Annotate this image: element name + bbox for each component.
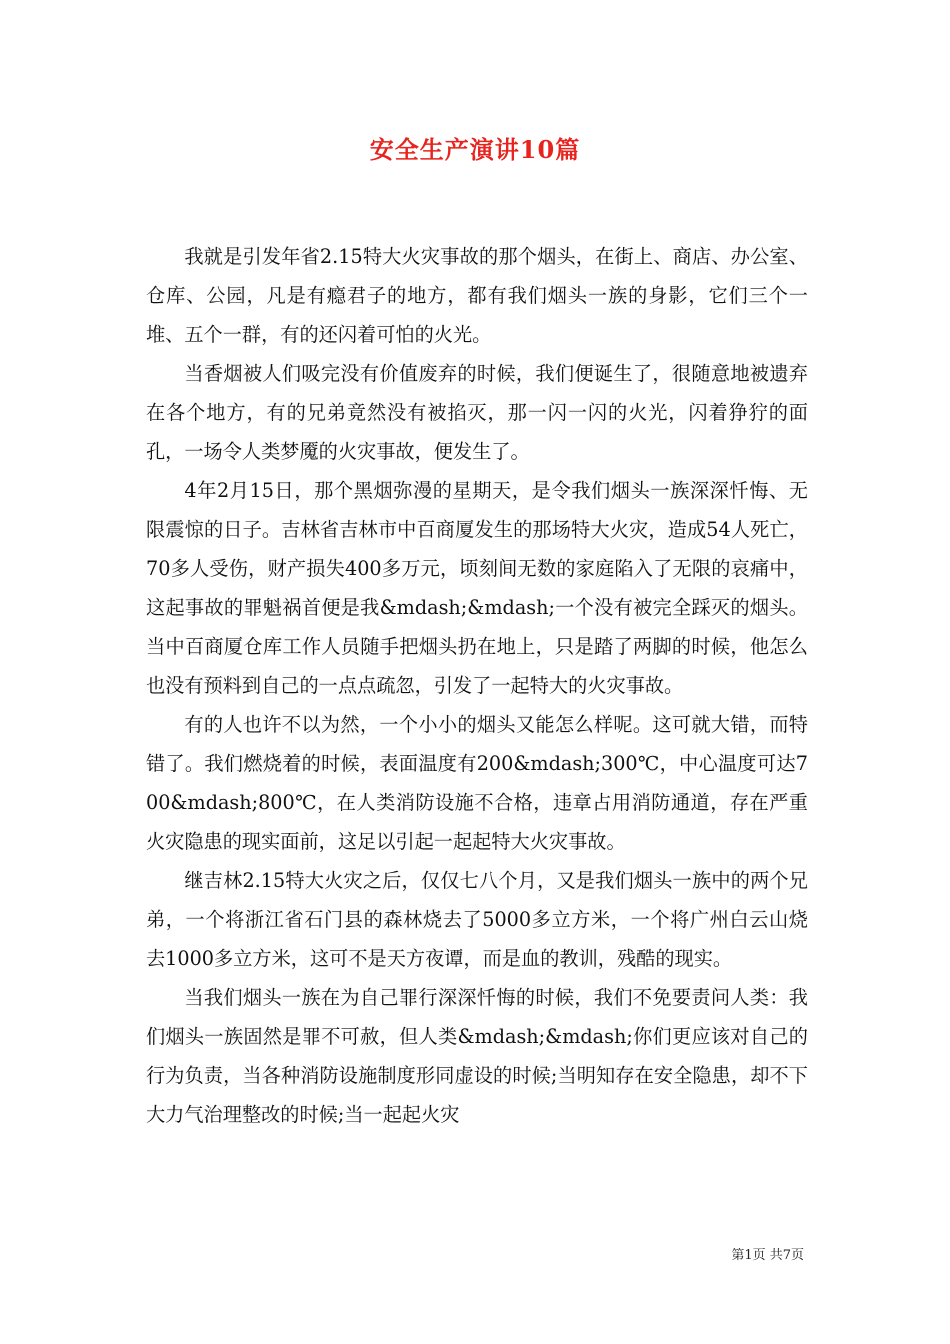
paragraph-3: 4年2月15日，那个黑烟弥漫的星期天，是令我们烟头一族深深忏悔、无限震惊的日子。吉林省吉林市中百商厦发生的那场特大火灾，造成54人死亡，70多人受伤，财产损失400多万元，顷刻间无数的家庭陷入了无限的哀痛中，这起事故的罪魁祸首便是我&mdash;&mdash;一个没有被完全踩灭的烟头。当中百商厦仓库工作人员随手把烟头扔在地上，只是踏了两脚的时候，他怎么也没有预料到自己的一点点疏忽，引发了一起特大的火灾事故。	[146, 479, 808, 697]
page-title: 安全生产演讲10篇	[369, 135, 581, 164]
paragraph-4: 有的人也许不以为然，一个小小的烟头又能怎么样呢。这可就大错，而特错了。我们燃烧着的时候，表面温度有200&mdash;300℃，中心温度可达700&mdash;800℃，在人类消防设施不合格，违章占用消防通道，存在严重火灾隐患的现实面前，这足以引起一起起特大火灾事故。	[146, 713, 808, 853]
page-footer: 第1页 共7页	[731, 1248, 804, 1263]
paragraph-2: 当香烟被人们吸完没有价值废弃的时候，我们便诞生了，很随意地被遗弃在各个地方，有的兄弟竟然没有被掐灭，那一闪一闪的火光，闪着狰狞的面孔，一场令人类梦魇的火灾事故，便发生了。	[146, 362, 808, 463]
document-body	[146, 237, 808, 1134]
paragraph-1: 我就是引发年省2.15特大火灾事故的那个烟头，在街上、商店、办公室、仓库、公园，凡是有瘾君子的地方，都有我们烟头一族的身影，它们三个一堆、五个一群，有的还闪着可怕的火光。	[146, 245, 808, 346]
paragraph-6: 当我们烟头一族在为自己罪行深深忏悔的时候，我们不免要责问人类：我们烟头一族固然是罪不可赦，但人类&mdash;&mdash;你们更应该对自己的行为负责，当各种消防设施制度形同虚设的时候;当明知存在安全隐患，却不下大力气治理整改的时候;当一起起火灾	[146, 986, 808, 1126]
paragraph-5: 继吉林2.15特大火灾之后，仅仅七八个月，又是我们烟头一族中的两个兄弟，一个将浙江省石门县的森林烧去了5000多立方米，一个将广州白云山烧去1000多立方米，这可不是天方夜谭，而是血的教训，残酷的现实。	[146, 869, 808, 970]
